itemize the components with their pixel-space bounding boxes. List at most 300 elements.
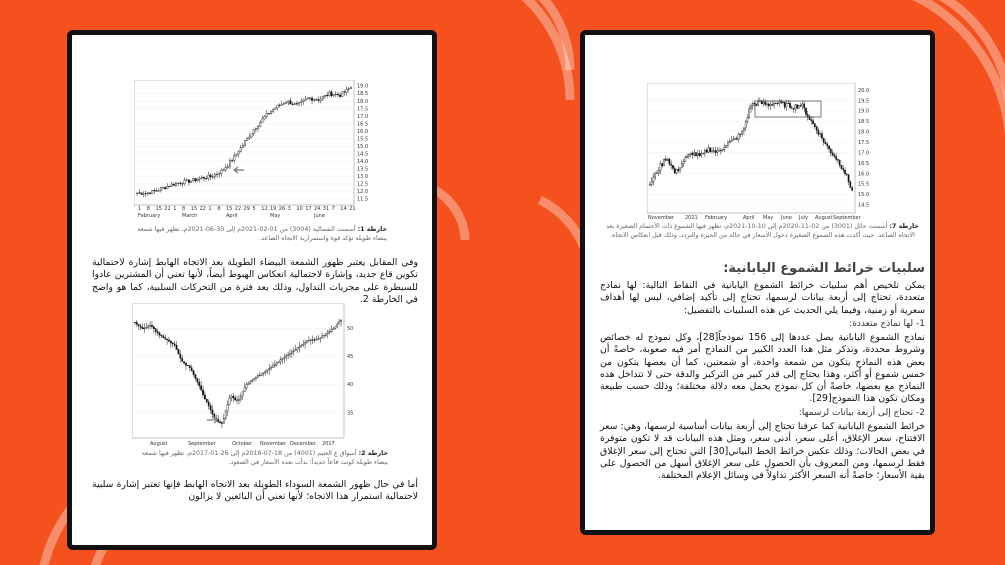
- candle-body: [249, 137, 251, 138]
- candle-body: [687, 156, 688, 158]
- month-label: November: [260, 441, 287, 447]
- candle-body: [276, 363, 277, 365]
- candle-body: [282, 359, 283, 360]
- chart-cement-north: [134, 80, 384, 220]
- candle-body: [757, 102, 758, 106]
- candle-body: [335, 94, 337, 95]
- paragraph-sub1: نماذج الشموع اليابانية يصل عددها إلى 156 نموذجاً[28]، وكل نموذج له خصائص وشروط محددة، وتذكر مثل هذا العدد الكبير من النماذج أمر فيه صعوبة، خاصةً أن بعض هذه النماذج يتكون من شمعة واحدة، أو شمعتين، كما أن بعضها يتكون من خمس شموع أو أكثر، وهذا يحتاج إلى قدر كبير من التركيز والدقة حتى لا تتداخل هذه النماذج مع بعضها، خاصةً أن كل نموذج يحمل معه دلالة مختلفة؛ وذلك حسب طبيعة ومكان تكون هذا النموذج[29].: [600, 332, 925, 405]
- candle-body: [784, 102, 785, 107]
- x-tick-label: 3: [287, 206, 291, 212]
- candle-body: [669, 159, 670, 164]
- candle-body: [233, 396, 234, 398]
- y-tick-label: 20.0: [858, 87, 870, 94]
- candle-body: [238, 152, 240, 154]
- candle-body: [270, 367, 271, 368]
- candle-body: [649, 185, 650, 186]
- candle-body: [662, 164, 663, 166]
- candle-body: [138, 324, 139, 325]
- candle-body: [804, 104, 805, 108]
- candle-body: [225, 411, 226, 418]
- month-label: November: [648, 215, 675, 221]
- document-page-right: [580, 30, 935, 535]
- candle-body: [172, 343, 173, 344]
- candle-body: [346, 89, 348, 92]
- candle-body: [286, 355, 287, 357]
- candle-body: [253, 130, 255, 134]
- month-label: September: [833, 215, 861, 221]
- candle-body: [178, 349, 179, 354]
- y-tick-label: 40: [347, 382, 354, 389]
- candle-body: [157, 332, 158, 333]
- candle-body: [169, 186, 171, 187]
- candle-body: [653, 177, 654, 181]
- candle-body: [683, 162, 684, 164]
- candle-body: [167, 186, 169, 189]
- paragraph-sub2: خرائط الشموع اليابانية كما عرفنا تحتاج إلى أربعة بيانات أساسية لرسمها، وهي: سعر الافتتاح، سعر الإغلاق، أعلى سعر، أدنى سعر، ومثل هذه البيانات قد لا تكون متوفرة في بعض الحالات؛ وذلك عكس خرائط الخط البياني[30] التي تحتاج إلى سعر الإغلاق فقط لرسمها، ومن المعروف بأن الحصول على سعر الإغلاق أسهل من الحصول على بقية الأسعار؛ خاصةً أنه السعر الأكثر تداولاً في وسائل الإعلام المختلفة.: [600, 421, 925, 482]
- candle-body: [149, 193, 151, 194]
- candle-body: [240, 147, 242, 151]
- candle-body: [235, 398, 236, 400]
- candle-body: [144, 328, 145, 329]
- y-tick-label: 12.0: [357, 189, 369, 196]
- candle-body: [736, 138, 737, 139]
- candle-body: [844, 170, 845, 174]
- candle-body: [782, 102, 783, 103]
- y-tick-label: 13.5: [357, 166, 369, 173]
- caption-chart2: [132, 449, 388, 467]
- candle-body: [337, 324, 338, 327]
- candle-body: [715, 151, 716, 153]
- candle-body: [733, 139, 734, 140]
- candle-body: [267, 370, 268, 371]
- candle-body: [711, 151, 712, 152]
- candle-body: [665, 159, 666, 160]
- candle-body: [229, 160, 231, 166]
- y-tick-label: 15.5: [357, 136, 369, 143]
- candle-body: [201, 177, 203, 178]
- candle-body: [151, 325, 152, 326]
- candle-body: [136, 193, 138, 194]
- candle-body: [740, 134, 741, 135]
- candle-body: [298, 103, 300, 104]
- candle-body: [291, 352, 292, 354]
- candle-body: [674, 168, 675, 173]
- candle-body: [214, 175, 216, 177]
- month-label: April: [743, 215, 755, 221]
- candle-body: [706, 150, 707, 152]
- candle-body: [146, 327, 147, 328]
- candle-body: [195, 178, 197, 180]
- x-tick-label: 26: [278, 206, 286, 212]
- candle-body: [307, 98, 309, 99]
- candle-body: [212, 410, 213, 414]
- candle-body: [188, 180, 190, 183]
- candle-body: [223, 170, 225, 171]
- candle-body: [272, 110, 274, 112]
- month-label: April: [226, 213, 238, 219]
- candle-body: [148, 326, 149, 328]
- candle-body: [191, 368, 192, 371]
- y-tick-label: 12.5: [357, 181, 369, 188]
- candle-body: [335, 327, 336, 329]
- subheading-2: 2- تحتاج إلى أربعة بيانات لرسمها:: [798, 408, 925, 418]
- candle-body: [832, 153, 833, 155]
- candle-body: [205, 178, 207, 179]
- candle-body: [816, 127, 817, 131]
- candle-body: [174, 344, 175, 345]
- candle-body: [162, 187, 164, 188]
- candle-body: [156, 191, 158, 192]
- candle-body: [303, 344, 304, 345]
- candle-body: [655, 173, 656, 177]
- candle-body: [846, 174, 847, 175]
- x-tick-label: 5: [252, 206, 256, 212]
- x-tick-label: 1: [208, 206, 212, 212]
- candle-body: [314, 340, 315, 341]
- y-tick-label: 19.0: [357, 83, 369, 90]
- candle-body: [318, 339, 319, 340]
- month-label: 2017: [322, 441, 335, 447]
- candle-body: [212, 177, 214, 178]
- candle-body: [293, 351, 294, 352]
- candle-body: [240, 396, 241, 399]
- candle-body: [694, 153, 695, 155]
- candle-body: [242, 392, 243, 396]
- candle-body: [685, 158, 686, 162]
- candle-body: [692, 153, 693, 155]
- candle-body: [734, 138, 735, 139]
- candle-body: [798, 106, 799, 109]
- candle-body: [206, 399, 207, 402]
- candle-body: [259, 122, 261, 126]
- month-label: 2021: [685, 215, 698, 221]
- candle-body: [722, 149, 723, 150]
- y-tick-label: 18.0: [858, 129, 870, 136]
- y-tick-label: 17.0: [357, 113, 369, 120]
- candle-body: [275, 108, 277, 110]
- candle-body: [227, 405, 228, 411]
- candle-body: [173, 184, 175, 185]
- candle-body: [688, 154, 689, 156]
- candle-body: [193, 371, 194, 375]
- candle-body: [255, 128, 257, 129]
- candle-body: [264, 117, 266, 119]
- candle-body: [775, 103, 776, 104]
- candle-body: [745, 122, 746, 128]
- candle-body: [699, 153, 700, 155]
- y-tick-label: 14.0: [357, 159, 369, 166]
- candle-body: [306, 341, 307, 343]
- y-tick-label: 18.0: [357, 98, 369, 105]
- candle-body: [671, 164, 672, 165]
- candle-body: [270, 112, 272, 114]
- candle-body: [141, 193, 143, 195]
- y-tick-label: 11.5: [357, 196, 369, 203]
- candle-body: [708, 148, 709, 153]
- candle-body: [701, 154, 702, 156]
- candle-body: [219, 422, 220, 423]
- candle-body: [184, 180, 186, 184]
- candle-body: [837, 159, 838, 160]
- candle-body: [168, 340, 169, 341]
- candle-body: [828, 146, 829, 149]
- candle-body: [825, 142, 826, 143]
- caption1-text: أسمنت الشمالية (3004) من 01-02-2021م إلى 30-06-2021م، تظهر فيها شمعة بيضاء طويلة تؤكد قوة واستمرارية الاتجاه الصاعد.: [137, 226, 387, 242]
- y-tick-label: 15.0: [357, 143, 369, 150]
- candle-body: [800, 106, 801, 107]
- y-tick-label: 13.0: [357, 174, 369, 181]
- x-tick-label: 8: [217, 206, 221, 212]
- candle-body: [749, 109, 750, 118]
- x-tick-label: 8: [146, 206, 150, 212]
- x-tick-label: 17: [305, 206, 312, 212]
- x-tick-label: 14: [340, 206, 347, 212]
- candle-body: [165, 338, 166, 339]
- candle-body: [134, 322, 135, 323]
- candle-body: [718, 151, 719, 152]
- candle-body: [318, 100, 320, 101]
- candle-body: [278, 362, 279, 363]
- candle-body: [750, 106, 751, 109]
- candle-body: [658, 171, 659, 174]
- candle-body: [344, 92, 346, 93]
- candle-body: [155, 329, 156, 332]
- candle-body: [326, 95, 328, 96]
- candle-body: [246, 384, 247, 387]
- candle-body: [158, 191, 160, 192]
- candle-body: [786, 103, 787, 107]
- candle-body: [223, 418, 224, 423]
- chart-othaim-markets: [132, 303, 362, 448]
- candle-body: [153, 327, 154, 329]
- caption2-text: أسواق ع العثيم (4001) من 18-07-2016م إلى 26-01-2017م، تظهر فيها شمعة بيضاء طويلة كونت قاعاً جديداً؛ بدأت بعده الأسعار في الصعود.: [141, 450, 388, 466]
- y-tick-label: 18.5: [357, 91, 369, 98]
- candle-body: [285, 102, 287, 103]
- candle-body: [299, 347, 300, 348]
- paragraph-2: أما في حال ظهور الشمعة السوداء الطويلة بعد الاتجاه الهابط فإنها تعتبر إشارة سلبية لاحتمالية استمرار هذا الاتجاه؛ لأنها تعني أن البائعين لا يزالون: [92, 479, 418, 503]
- caption1-label: خارطة 1:: [357, 226, 387, 233]
- candle-body: [242, 145, 244, 147]
- candle-body: [147, 193, 149, 194]
- caption2-label: خارطة 2:: [358, 450, 388, 457]
- y-tick-label: 16.5: [357, 121, 369, 128]
- candle-body: [250, 382, 251, 384]
- candle-body: [140, 326, 141, 327]
- candle-body: [182, 358, 183, 361]
- candle-body: [200, 386, 201, 390]
- candle-body: [185, 363, 186, 365]
- candle-body: [231, 160, 233, 161]
- candle-body: [848, 175, 849, 182]
- candle-body: [350, 88, 352, 89]
- candle-body: [186, 180, 188, 181]
- candle-body: [729, 141, 730, 142]
- candle-body: [312, 340, 313, 341]
- candle-body: [244, 388, 245, 392]
- candle-body: [830, 149, 831, 153]
- candle-body: [290, 101, 292, 104]
- candle-body: [203, 177, 205, 178]
- candle-body: [261, 374, 262, 376]
- candle-body: [676, 169, 677, 173]
- x-tick-label: 15: [226, 206, 233, 212]
- candle-body: [159, 333, 160, 335]
- y-tick-label: 16.0: [357, 128, 369, 135]
- month-label: July: [799, 215, 808, 221]
- candle-body: [208, 175, 210, 178]
- candle-body: [297, 348, 298, 350]
- candle-body: [731, 140, 732, 141]
- candle-body: [320, 338, 321, 339]
- candle-body: [268, 113, 270, 114]
- candle-body: [766, 104, 767, 105]
- candle-body: [797, 105, 798, 109]
- candle-body: [839, 160, 840, 165]
- candle-body: [281, 104, 283, 105]
- candle-body: [189, 366, 190, 368]
- y-tick-label: 50: [347, 326, 354, 333]
- candle-body: [770, 104, 771, 105]
- x-tick-label: 10: [296, 206, 303, 212]
- candle-body: [812, 121, 813, 124]
- candle-body: [280, 360, 281, 362]
- candle-body: [836, 156, 837, 159]
- candle-body: [814, 124, 815, 127]
- x-tick-label: 15: [190, 206, 198, 212]
- candle-body: [337, 94, 339, 95]
- candle-body: [777, 103, 778, 104]
- month-label: December: [290, 441, 316, 447]
- candle-body: [143, 194, 145, 195]
- candle-body: [316, 339, 317, 340]
- x-tick-label: 12: [261, 206, 268, 212]
- candle-body: [779, 101, 780, 103]
- candle-body: [827, 144, 828, 146]
- candle-body: [170, 341, 171, 343]
- candle-body: [667, 159, 668, 160]
- month-label: June: [314, 213, 325, 219]
- candle-body: [320, 99, 322, 101]
- candle-body: [236, 154, 238, 155]
- candle-body: [818, 130, 819, 134]
- candle-body: [176, 345, 177, 349]
- candle-body: [277, 105, 279, 108]
- candle-body: [195, 375, 196, 379]
- month-label: October: [232, 441, 253, 447]
- candle-body: [238, 399, 239, 400]
- candle-body: [834, 155, 835, 157]
- caption3-text: أسمنت حائل (3001) من 02-11-2020م إلى 10-10-2021م، تظهر فيها الشموع ذات الأجسام الصغيرة بعد الاتجاه الصاعد. حيث أكدت هذه الشموع الصغيرة دخول الأسعار في حالة من الحيرة والتردد، وذلك قبل انعكاس الاتجاه.: [606, 223, 915, 239]
- candle-body: [274, 365, 275, 366]
- candle-body: [145, 193, 147, 194]
- candle-body: [348, 89, 350, 90]
- candle-body: [329, 331, 330, 332]
- candle-body: [340, 320, 341, 321]
- candle-body: [329, 92, 331, 96]
- candle-body: [713, 151, 714, 152]
- candle-body: [726, 145, 727, 147]
- candle-body: [234, 156, 236, 161]
- candle-body: [149, 325, 150, 326]
- candle-body: [742, 131, 743, 134]
- month-label: February: [138, 213, 161, 219]
- candle-body: [323, 335, 324, 336]
- candle-body: [262, 119, 264, 122]
- candle-body: [327, 332, 328, 334]
- candle-body: [227, 166, 229, 167]
- candle-body: [331, 330, 332, 332]
- x-tick-label: 21: [349, 206, 356, 212]
- y-tick-label: 16.5: [858, 160, 870, 167]
- candle-body: [257, 126, 259, 128]
- candle-body: [279, 105, 281, 106]
- month-label: March: [182, 213, 198, 219]
- candle-body: [136, 322, 137, 324]
- candle-body: [663, 159, 664, 166]
- candle-body: [175, 183, 177, 185]
- candle-body: [821, 134, 822, 138]
- candle-body: [768, 104, 769, 106]
- candle-body: [313, 100, 315, 101]
- x-tick-label: 7: [331, 206, 335, 212]
- x-tick-label: 31: [322, 206, 330, 212]
- y-tick-label: 14.5: [357, 151, 369, 158]
- candle-body: [772, 104, 773, 105]
- y-tick-label: 35: [347, 410, 354, 417]
- candle-body: [795, 105, 796, 109]
- candle-body: [651, 181, 652, 184]
- candle-body: [166, 339, 167, 340]
- x-tick-label: 1: [138, 206, 142, 212]
- candle-body: [288, 101, 290, 103]
- candle-body: [216, 174, 218, 175]
- x-tick-label: 24: [314, 206, 321, 212]
- candle-body: [331, 92, 333, 96]
- x-tick-label: 29: [243, 206, 250, 212]
- candle-body: [218, 174, 220, 175]
- candle-body: [236, 400, 237, 401]
- candle-body: [199, 178, 201, 179]
- candle-body: [789, 103, 790, 108]
- candle-body: [717, 151, 718, 153]
- month-label: February: [705, 215, 728, 221]
- candle-body: [210, 406, 211, 410]
- candle-body: [221, 423, 222, 424]
- candle-body: [316, 100, 318, 101]
- x-tick-label: 22: [234, 206, 242, 212]
- candle-body: [791, 108, 792, 109]
- y-tick-label: 16.0: [858, 171, 870, 178]
- candle-body: [773, 103, 774, 105]
- candle-body: [287, 354, 288, 355]
- month-label: August: [150, 441, 168, 447]
- candle-body: [231, 396, 232, 398]
- candle-body: [255, 377, 256, 378]
- caption3-label: خارطة 7:: [889, 223, 919, 230]
- caption-chart3: [600, 222, 925, 240]
- x-tick-label: 22: [164, 206, 171, 212]
- y-tick-label: 14.5: [858, 202, 870, 209]
- candle-body: [183, 361, 184, 363]
- y-tick-label: 17.0: [858, 150, 870, 157]
- candle-body: [681, 164, 682, 168]
- candle-body: [311, 98, 313, 100]
- candle-body: [246, 138, 248, 141]
- candle-body: [690, 153, 691, 154]
- candle-body: [289, 354, 290, 355]
- candle-body: [738, 134, 739, 140]
- candle-body: [752, 103, 753, 106]
